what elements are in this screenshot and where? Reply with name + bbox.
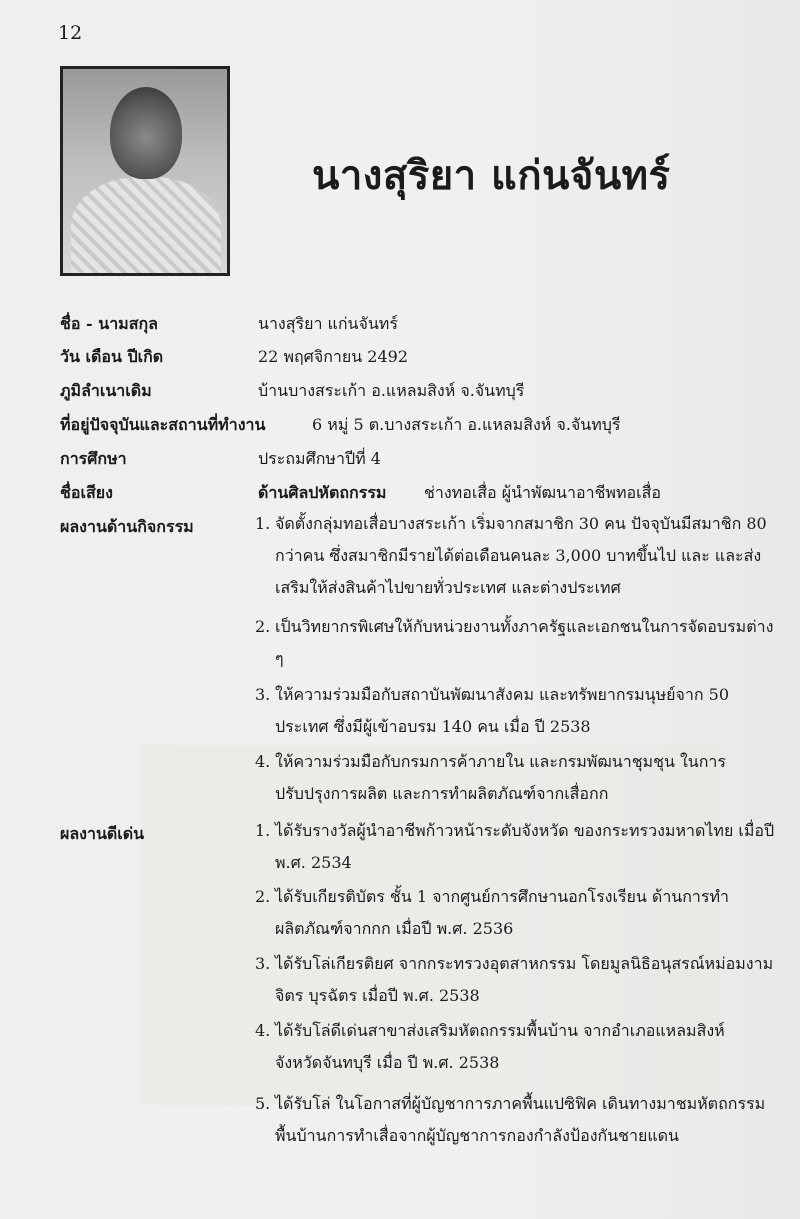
info-label: ที่อยู่ปัจจุบันและสถานที่ทำงาน [60,415,266,434]
achievement-item [255,948,775,1012]
achievement-item [255,881,775,945]
info-value: 22 พฤศจิกายน 2492 [258,347,408,366]
item-number: 4. [255,1021,271,1040]
activity-item [255,679,775,743]
info-label: วัน เดือน ปีเกิด [60,347,164,366]
item-text: ได้รับโล่ ในโอกาสที่ผู้บัญชาการภาคพื้นแปซิฟิค เดินทางมาชมหัตถกรรมพื้นบ้านการทำเสื่อจากผู้บัญชาการกองกำลังป้องกันชายแดน [275,1094,766,1145]
info-value: 6 หมู่ 5 ต.บางสระเก้า อ.แหลมสิงห์ จ.จันทบุรี [312,415,621,434]
info-label: ชื่อเสียง [60,483,113,502]
info-label: ภูมิลำเนาเดิม [60,381,152,400]
achievement-item [255,815,775,879]
info-value: บ้านบางสระเก้า อ.แหลมสิงห์ จ.จันทบุรี [258,381,525,400]
item-number: 3. [255,685,271,704]
item-text: ได้รับโล่ดีเด่นสาขาส่งเสริมหัตถกรรมพื้นบ้าน จากอำเภอแหลมสิงห์ จังหวัดจันทบุรี เมื่อ ปี พ.ศ. 2538 [275,1021,725,1072]
page-number: 12 [58,22,83,44]
info-label: การศึกษา [60,449,127,468]
info-value: นางสุริยา แก่นจันทร์ [258,314,398,333]
info-value: ช่างทอเสื่อ ผู้นำพัฒนาอาชีพทอเสื่อ [424,483,661,502]
item-number: 1. [255,514,271,533]
activity-item [255,508,775,604]
achievement-item [255,1088,775,1152]
item-number: 1. [255,821,271,840]
activities-label: ผลงานด้านกิจกรรม [60,517,194,536]
portrait-photo [60,66,230,276]
person-name-title: นางสุริยา แก่นจันทร์ [312,153,671,199]
item-text: ได้รับเกียรติบัตร ชั้น 1 จากศูนย์การศึกษานอกโรงเรียน ด้านการทำผลิตภัณฑ์จากกก เมื่อปี พ.ศ. 2536 [275,887,730,938]
item-text: เป็นวิทยากรพิเศษให้กับหน่วยงานทั้งภาครัฐและเอกชนในการจัดอบรมต่าง ๆ [275,617,774,668]
item-number: 3. [255,954,271,973]
info-value-bold: ด้านศิลปหัตถกรรม [258,483,387,502]
achievement-item [255,1015,775,1079]
item-text: ได้รับโล่เกียรติยศ จากกระทรวงอุตสาหกรรม โดยมูลนิธิอนุสรณ์หม่อมงามจิตร บุรฉัตร เมื่อปี พ.ศ. 2538 [275,954,774,1005]
item-text: จัดตั้งกลุ่มทอเสื่อบางสระเก้า เริ่มจากสมาชิก 30 คน ปัจจุบันมีสมาชิก 80 กว่าคน ซึ่งสมาชิกมีรายได้ต่อเดือนคนละ 3,000 บาทขึ้นไป และ และส่งเสริมให้ส่งสินค้าไปขายทั่วประเทศ และต่างประเทศ [275,514,767,597]
item-text: ให้ความร่วมมือกับกรมการค้าภายใน และกรมพัฒนาชุมชุน ในการปรับปรุงการผลิต และการทำผลิตภัณฑ์จากเสื่อกก [275,752,726,803]
achievements-label: ผลงานดีเด่น [60,824,145,843]
activity-item [255,611,775,675]
item-number: 2. [255,617,271,636]
item-text: ให้ความร่วมมือกับสถาบันพัฒนาสังคม และทรัพยากรมนุษย์จาก 50 ประเทศ ซึ่งมีผู้เข้าอบรม 140 คน เมื่อ ปี 2538 [275,685,730,736]
info-value: ประถมศึกษาปีที่ 4 [258,449,381,468]
item-text: ได้รับรางวัลผู้นำอาชีพก้าวหน้าระดับจังหวัด ของกระทรวงมหาดไทย เมื่อปี พ.ศ. 2534 [275,821,775,872]
activity-item [255,746,775,810]
item-number: 4. [255,752,271,771]
item-number: 5. [255,1094,271,1113]
item-number: 2. [255,887,271,906]
info-label: ชื่อ - นามสกุล [60,314,158,333]
